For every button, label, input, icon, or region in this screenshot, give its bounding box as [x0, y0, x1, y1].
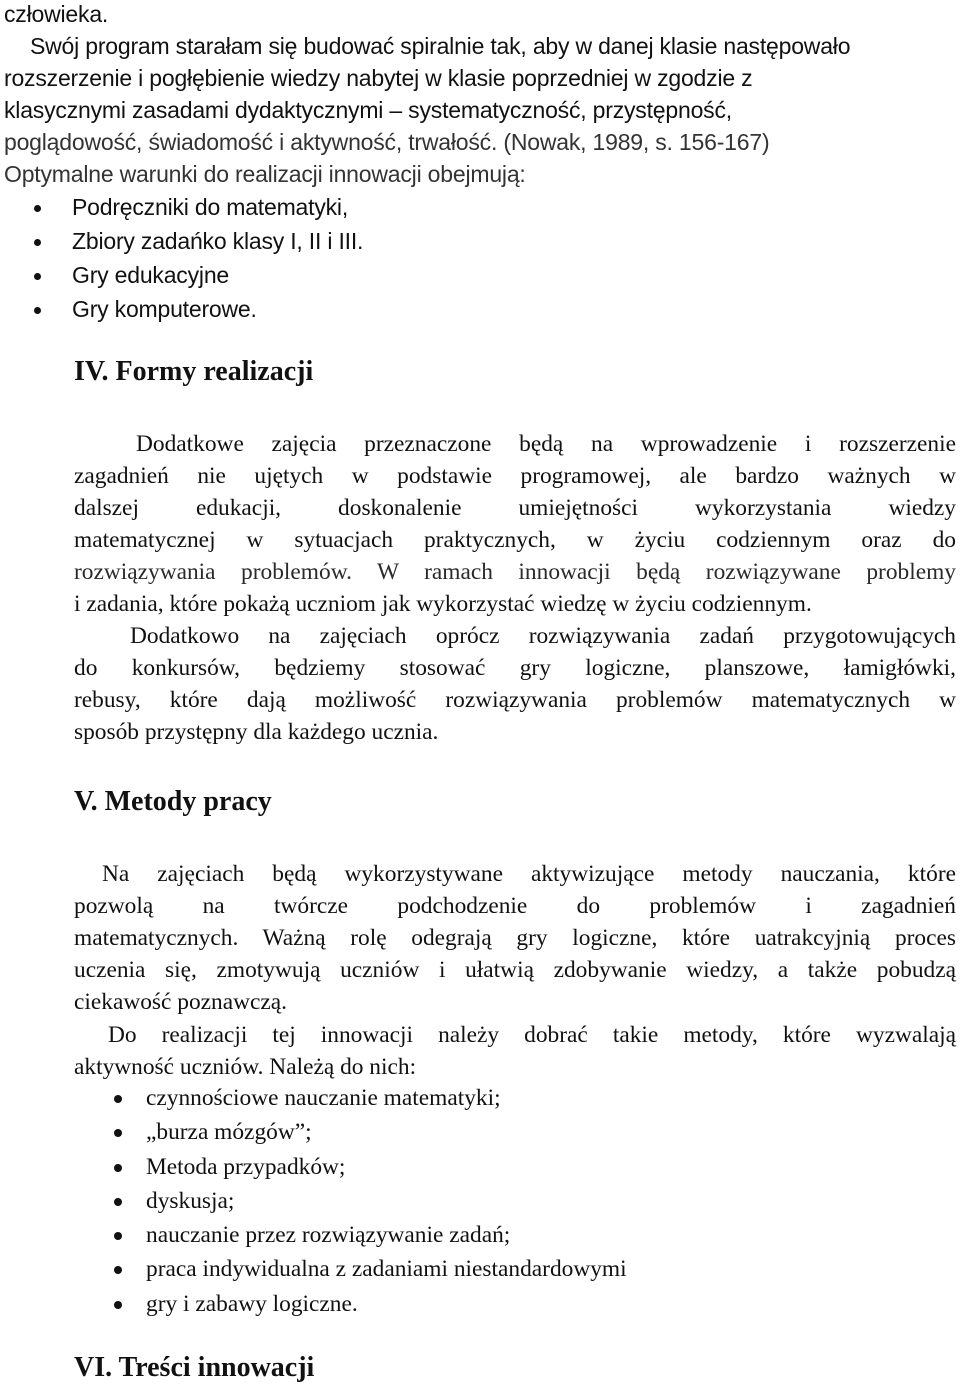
intro-line: klasycznymi zasadami dydaktycznymi – systematyczność, przystępność,	[4, 97, 732, 123]
list-item-text: praca indywidualna z zadaniami niestandardowymi	[146, 1256, 627, 1283]
list-item-text: Metoda przypadków;	[146, 1153, 346, 1180]
paragraph-line: uczenia się, zmotywują uczniów i ułatwią zdobywanie wiedzy, a także pobudzą	[74, 957, 956, 984]
bullet-icon	[34, 239, 41, 246]
bullet-icon	[34, 273, 41, 280]
list-item	[4, 292, 904, 326]
paragraph-line: Do realizacji tej innowacji należy dobrać takie metody, które wyzwalają	[108, 1022, 956, 1048]
paragraph-line: rozwiązywania problemów. W ramach innowacji będą rozwiązywane problemy	[74, 559, 956, 586]
paragraph-line: Dodatkowo na zajęciach oprócz rozwiązywania zadań przygotowujących	[130, 623, 956, 649]
list-item	[74, 1184, 954, 1218]
bullet-icon	[114, 1095, 122, 1103]
paragraph-line: do konkursów, będziemy stosować gry logiczne, planszowe, łamigłówki,	[74, 655, 956, 682]
list-item-text: Gry komputerowe.	[72, 296, 257, 322]
bullet-icon	[114, 1266, 122, 1274]
list-item	[74, 1150, 954, 1184]
list-item-text: Podręczniki do matematyki,	[72, 194, 349, 220]
list-item	[74, 1218, 954, 1252]
intro-line: rozszerzenie i pogłębienie wiedzy nabytej w klasie poprzedniej w zgodzie z	[4, 65, 753, 91]
bullet-icon	[114, 1129, 122, 1137]
paragraph-line: i zadania, które pokażą uczniom jak wykorzystać wiedzę w życiu codziennym.	[74, 591, 812, 618]
conditions-list	[4, 190, 904, 326]
list-item	[74, 1252, 954, 1286]
paragraph-line: aktywność uczniów. Należą do nich:	[74, 1054, 417, 1081]
paragraph-line: zagadnień nie ujętych w podstawie programowej, ale bardzo ważnych w	[74, 463, 956, 490]
intro-line: poglądowość, świadomość i aktywność, trwałość. (Nowak, 1989, s. 156-167)	[4, 129, 770, 155]
section-heading-tresci-innowacji: VI. Treści innowacji	[74, 1352, 315, 1383]
list-item	[74, 1081, 954, 1115]
intro-line: człowieka.	[4, 1, 109, 27]
list-item	[74, 1115, 954, 1149]
formy-paragraph-2	[74, 620, 956, 748]
bullet-icon	[114, 1198, 122, 1206]
paragraph-line: pozwolą na twórcze podchodzenie do problemów i zagadnień	[74, 893, 956, 920]
bullet-icon	[34, 307, 41, 314]
list-item-text: gry i zabawy logiczne.	[146, 1290, 358, 1317]
formy-paragraph-1	[74, 428, 956, 621]
list-item-text: dyskusja;	[146, 1187, 235, 1214]
list-item	[4, 224, 904, 258]
bullet-icon	[114, 1164, 122, 1172]
list-item	[4, 190, 904, 224]
paragraph-line: ciekawość poznawczą.	[74, 989, 287, 1016]
paragraph-line: rebusy, które dają możliwość rozwiązywania problemów matematycznych w	[74, 687, 956, 714]
methods-list	[74, 1081, 954, 1321]
list-item-text: „burza mózgów”;	[146, 1119, 312, 1146]
list-item-text: Gry edukacyjne	[72, 262, 229, 288]
metody-paragraph-2	[74, 1019, 956, 1083]
section-heading-metody-pracy: V. Metody pracy	[74, 786, 272, 817]
paragraph-line: Dodatkowe zajęcia przeznaczone będą na wprowadzenie i rozszerzenie	[136, 431, 956, 457]
paragraph-line: sposób przystępny dla każdego ucznia.	[74, 719, 439, 746]
paragraph-line: matematycznych. Ważną rolę odegrają gry logiczne, które uatrakcyjnią proces	[74, 925, 956, 952]
bullet-icon	[114, 1301, 122, 1309]
metody-paragraph-1	[74, 858, 956, 1018]
intro-line: Swój program starałam się budować spiralnie tak, aby w danej klasie następowało	[30, 33, 851, 59]
list-item-text: Zbiory zadańko klasy I, II i III.	[72, 228, 364, 254]
intro-line: Optymalne warunki do realizacji innowacji obejmują:	[4, 161, 526, 187]
list-item-text: czynnościowe nauczanie matematyki;	[146, 1085, 501, 1111]
paragraph-line: Na zajęciach będą wykorzystywane aktywizujące metody nauczania, które	[102, 861, 956, 887]
paragraph-line: matematycznej w sytuacjach praktycznych, w życiu codziennym oraz do	[74, 527, 956, 554]
list-item-text: nauczanie przez rozwiązywanie zadań;	[146, 1222, 511, 1249]
intro-paragraph	[4, 0, 958, 190]
list-item	[74, 1287, 954, 1321]
section-heading-formy-realizacji: IV. Formy realizacji	[74, 356, 314, 387]
bullet-icon	[114, 1232, 122, 1240]
list-item	[4, 258, 904, 292]
bullet-icon	[34, 205, 41, 212]
paragraph-line: dalszej edukacji, doskonalenie umiejętności wykorzystania wiedzy	[74, 495, 956, 522]
